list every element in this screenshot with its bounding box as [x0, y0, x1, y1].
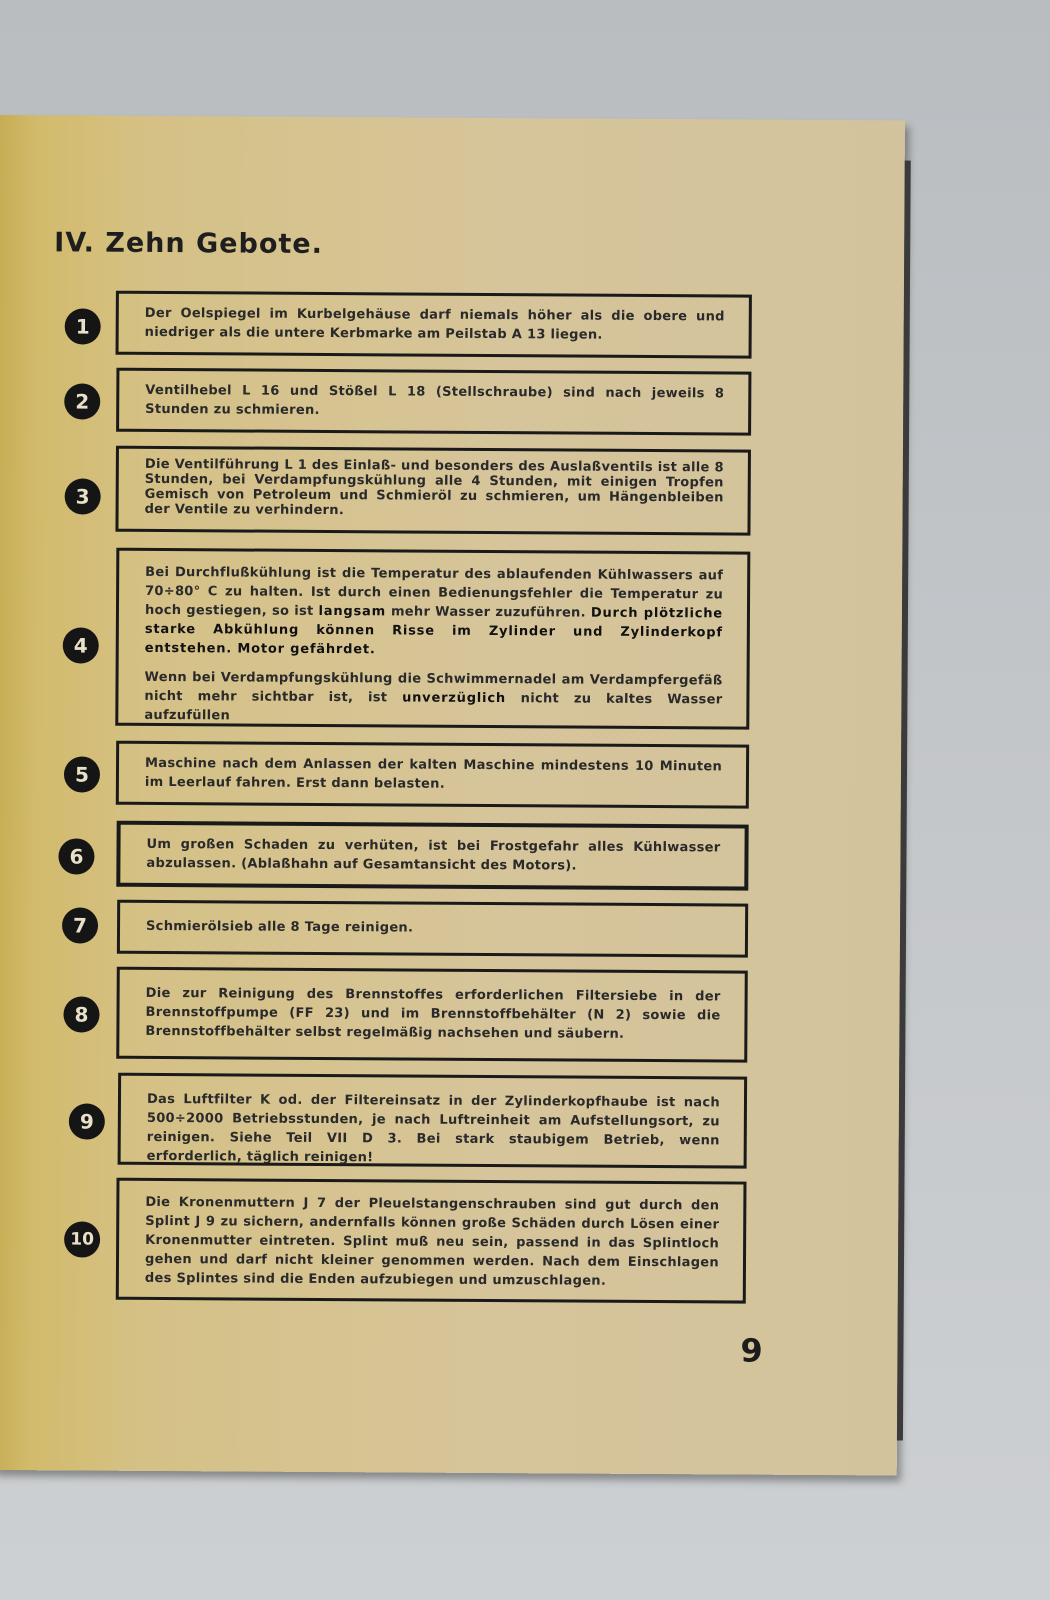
- rule-text-9: Das Luftfilter K od. der Filtereinsatz in der Zylinderkopfhaube ist nach 500÷2000 Betriebsstunden, je nach Luftreinheit am Aufstellungsort, zu reinigen. Siehe Teil VII D 3. Bei stark staubigem Betrieb, wenn erforderlich, täglich reinigen!: [146, 1091, 721, 1166]
- rule-box-8: [116, 967, 748, 1063]
- rule-number-5: 5: [64, 756, 100, 792]
- rule-text-1: Der Oelspiegel im Kurbelgehäuse darf niemals höher als die obere und niedriger als die untere Kerbmarke am Peilstab A 13 liegen.: [144, 305, 725, 343]
- rule-4-text-c: mehr Wasser zuzuführen.: [385, 604, 591, 621]
- rule-number-7: 7: [62, 907, 98, 943]
- rule-box-4: [115, 548, 750, 730]
- rule-box-10: [116, 1178, 747, 1304]
- rule-box-1: [116, 291, 752, 359]
- booklet-page: [0, 115, 905, 1476]
- rule-text-5: Maschine nach dem Anlassen der kalten Maschine mindestens 10 Minuten im Leerlauf fahren. Erst dann belasten.: [144, 755, 723, 792]
- rule-4-text-a: Bei Durchflußkühlung ist die Temperatur des ablaufenden Kühlwassers auf 70÷80° C zu halten. Ist durch einen Bedienungsfehler die Temperatur zu hoch gestiegen, so ist: [144, 564, 724, 619]
- rule-box-7: [117, 900, 748, 958]
- rule-text-3: Die Ventilführung L 1 des Einlaß- und besonders des Auslaßventils ist alle 8 Stunden, bei Verdampfungskühlung alle 4 Stunden, mit einigen Tropfen Gemisch von Petroleum und Schmieröl zu schmieren, um Hängenbleiben der Ventile zu verhindern.: [144, 456, 724, 519]
- rule-4-text-g: nicht zu kaltes Wasser aufzufüllen: [144, 691, 723, 724]
- rule-number-9: 9: [69, 1103, 105, 1139]
- rule-box-3: [115, 446, 751, 536]
- rule-box-5: [116, 741, 749, 809]
- rule-number-8: 8: [63, 996, 99, 1032]
- rule-box-9: [118, 1073, 748, 1169]
- rule-box-2: [116, 368, 751, 436]
- rule-number-3: 3: [65, 478, 101, 514]
- page-title: IV. Zehn Gebote.: [54, 227, 323, 260]
- rule-text-4-paragraph-1: [145, 563, 724, 662]
- rule-number-4: 4: [63, 627, 99, 663]
- rule-4-text-e: Wenn bei Verdampfungskühlung die Schwimmernadel am Verdampfergefäß nicht mehr sichtbar ist, ist: [144, 669, 723, 706]
- rule-text-10: Die Kronenmuttern J 7 der Pleuelstangenschrauben sind gut durch den Splint J 9 zu sichern, andernfalls können große Schäden durch Lösen einer Kronenmutter eintreten. Splint muß neu sein, passend in das Splintloch gehen und darf nicht kleiner genommen werden. Nach dem Einschlagen des Splintes sind die Enden aufzubiegen und umzuschlagen.: [144, 1194, 720, 1289]
- rule-number-6: 6: [58, 838, 94, 874]
- rule-number-2: 2: [64, 383, 100, 419]
- rule-text-2: Ventilhebel L 16 und Stößel L 18 (Stellschraube) sind nach jeweils 8 Stunden zu schmieren.: [145, 382, 725, 418]
- rule-box-6: [116, 821, 748, 891]
- page-edge: [897, 161, 911, 1441]
- rule-4-emphasis-langsam: langsam: [318, 603, 387, 620]
- rule-4-emphasis-unverzueglich: unverzüglich: [402, 690, 506, 707]
- rule-number-1: 1: [65, 308, 101, 344]
- rule-text-4-paragraph-2: [144, 668, 722, 729]
- rule-text-6: Um großen Schaden zu verhüten, ist bei Frostgefahr alles Kühlwasser abzulassen. (Ablaßhahn auf Gesamtansicht des Motors).: [146, 836, 721, 874]
- rule-text-7: Schmierölsieb alle 8 Tage reinigen.: [146, 918, 414, 936]
- rule-number-10: 10: [64, 1221, 100, 1257]
- page-number: 9: [740, 1331, 763, 1370]
- rule-4-warning: Durch plötzliche starke Abkühlung können Risse im Zylinder und Zylinderkopf entstehen. Motor gefährdet.: [144, 605, 723, 658]
- rule-text-8: Die zur Reinigung des Brennstoffes erforderlichen Filtersiebe in der Brennstoffpumpe (FF 23) und im Brennstoffbehälter (N 2) sowie die Brennstoffbehälter selbst regelmäßig nachsehen und säubern.: [145, 985, 721, 1042]
